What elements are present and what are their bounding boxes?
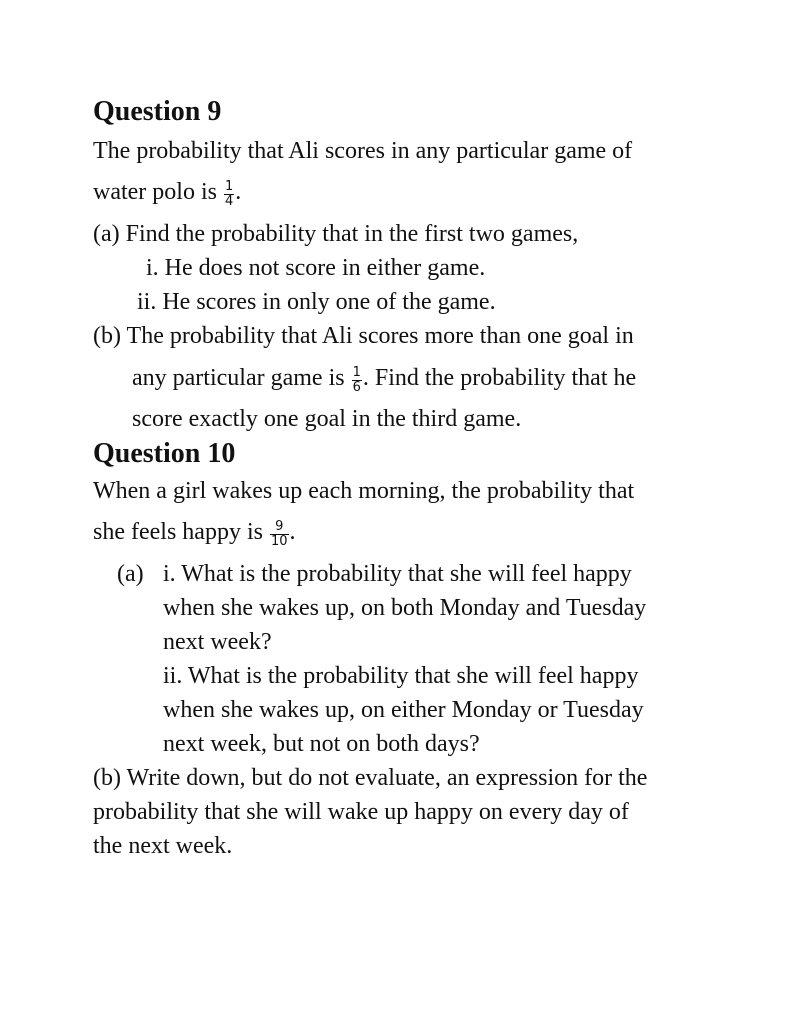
q10-part-a-i-line-3: next week? bbox=[163, 629, 272, 655]
q9-probability-fraction bbox=[224, 180, 234, 209]
fraction-denominator: 10 bbox=[270, 533, 288, 549]
question-9-title: Question 9 bbox=[93, 96, 222, 127]
q10-intro-line-1: When a girl wakes up each morning, the probability that bbox=[93, 478, 635, 504]
q9-part-b-line-1: (b) The probability that Ali scores more than one goal in bbox=[93, 323, 634, 349]
q10-part-a-i-line-1: i. What is the probability that she will feel happy bbox=[163, 561, 632, 587]
q9-part-b-line-3: score exactly one goal in the third game. bbox=[132, 406, 522, 432]
fraction-numerator: 1 bbox=[224, 178, 234, 194]
fraction-denominator: 6 bbox=[352, 379, 361, 395]
q9-intro-line-1: The probability that Ali scores in any particular game of bbox=[93, 138, 633, 164]
q10-part-b-line-2: probability that she will wake up happy on every day of bbox=[93, 799, 629, 825]
q10-part-a-ii-line-1: ii. What is the probability that she will feel happy bbox=[163, 663, 639, 689]
q9-intro-end: . bbox=[235, 179, 242, 205]
fraction-numerator: 9 bbox=[275, 518, 284, 534]
q10-intro-text: she feels happy is bbox=[93, 519, 263, 545]
q9-part-b-text-after: . Find the probability that he bbox=[362, 365, 637, 391]
q10-part-b-line-1: (b) Write down, but do not evaluate, an expression for the bbox=[93, 765, 648, 791]
fraction-denominator: 4 bbox=[224, 193, 234, 209]
q10-intro-line-2 bbox=[93, 518, 296, 548]
q10-part-a-ii-line-2: when she wakes up, on either Monday or Tuesday bbox=[163, 697, 644, 723]
q9-intro-line-2 bbox=[93, 178, 241, 208]
q10-part-a-i-line-2: when she wakes up, on both Monday and Tuesday bbox=[163, 595, 647, 621]
q10-part-a-ii-line-3: next week, but not on both days? bbox=[163, 731, 480, 757]
q9-part-a-i: i. He does not score in either game. bbox=[146, 255, 486, 281]
q10-part-b-line-3: the next week. bbox=[93, 833, 233, 859]
q9-part-b-fraction bbox=[352, 366, 362, 395]
q9-part-a-ii: ii. He scores in only one of the game. bbox=[137, 289, 496, 315]
q10-part-a-label: (a) bbox=[117, 561, 144, 587]
q9-part-b-line-2 bbox=[132, 364, 636, 394]
q10-intro-end: . bbox=[289, 519, 296, 545]
fraction-numerator: 1 bbox=[352, 364, 361, 380]
question-10-title: Question 10 bbox=[93, 438, 236, 469]
q9-part-a-intro: (a) Find the probability that in the first two games, bbox=[93, 221, 579, 247]
q10-probability-fraction bbox=[270, 520, 289, 549]
q9-intro-text: water polo is bbox=[93, 179, 217, 205]
q9-part-b-text: any particular game is bbox=[132, 365, 345, 391]
